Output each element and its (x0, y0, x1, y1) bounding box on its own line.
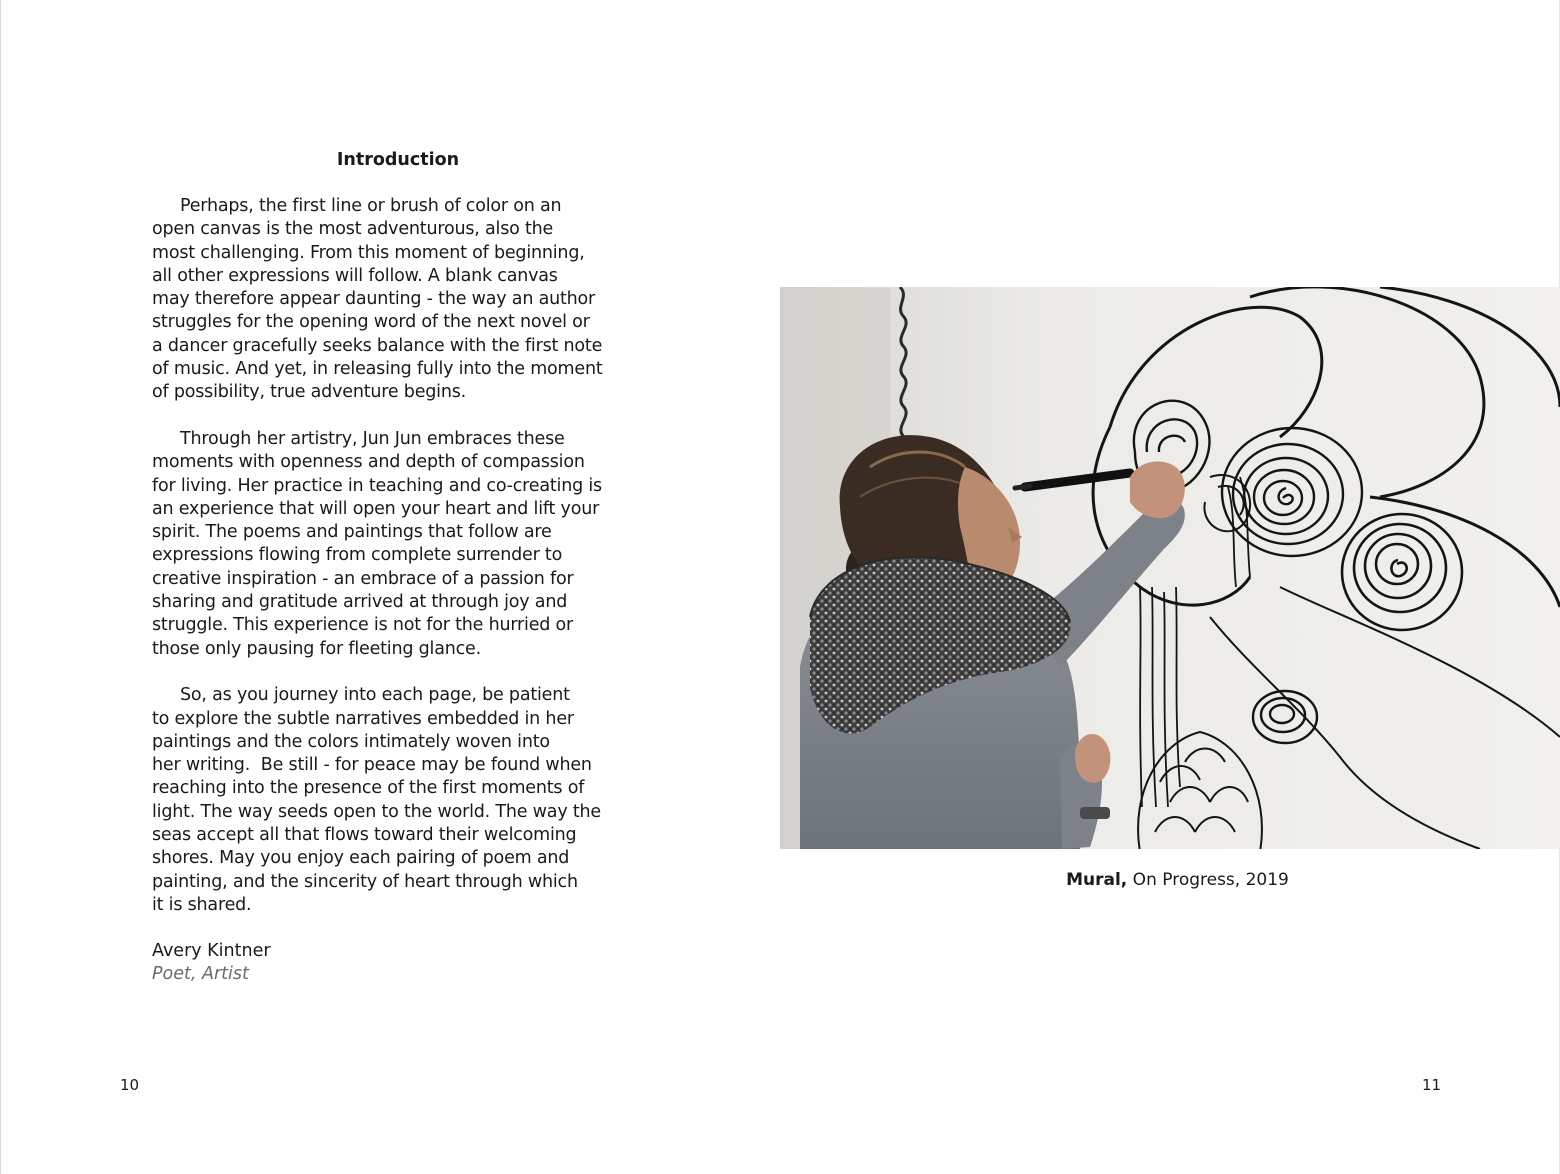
text-line: shores. May you enjoy each pairing of poem and (152, 848, 570, 869)
page-number: 10 (120, 1076, 140, 1094)
text-line: a dancer gracefully seeks balance with the first note (152, 335, 603, 356)
photo-caption (780, 869, 1560, 891)
text-line: it is shared. (152, 894, 252, 915)
text-line: all other expressions will follow. A blank canvas (152, 265, 558, 286)
text-line: sharing and gratitude arrived at through joy and (152, 592, 568, 613)
text-line: moments with openness and depth of compassion (152, 452, 585, 473)
text-line: may therefore appear daunting - the way an author (152, 289, 596, 310)
author-name: Avery Kintner (152, 941, 271, 961)
right-page (780, 0, 1560, 1174)
text-line: most challenging. From this moment of beginning, (152, 242, 585, 263)
text-line: paintings and the colors intimately woven into (152, 731, 550, 752)
text-line: open canvas is the most adventurous, also the (152, 219, 554, 240)
page-title: Introduction (336, 150, 460, 170)
paragraph (152, 684, 632, 917)
text-line: So, as you journey into each page, be patient (180, 685, 570, 706)
introduction-text (152, 195, 632, 941)
page-number: 11 (1422, 1076, 1442, 1094)
text-line: spirit. The poems and paintings that follow are (152, 522, 552, 543)
paragraph (152, 195, 632, 405)
mural-photo-illustration (780, 287, 1560, 849)
signature (152, 940, 271, 986)
text-line: for living. Her practice in teaching and co-creating is (152, 475, 602, 496)
text-line: creative inspiration - an embrace of a passion for (152, 568, 574, 589)
text-line: her writing. Be still - for peace may be found when (152, 755, 592, 776)
text-line: struggles for the opening word of the next novel or (152, 312, 590, 333)
mural-photo (780, 287, 1560, 849)
text-line: seas accept all that flows toward their welcoming (152, 825, 577, 846)
paragraph (152, 428, 632, 661)
text-line: of music. And yet, in releasing fully into the moment (152, 359, 603, 380)
text-line: reaching into the presence of the first moments of (152, 778, 585, 799)
text-line: struggle. This experience is not for the hurried or (152, 615, 574, 636)
caption-details: On Progress, 2019 (1127, 870, 1289, 890)
text-line: Through her artistry, Jun Jun embraces these (180, 428, 565, 449)
author-role: Poet, Artist (152, 964, 249, 984)
text-line: light. The way seeds open to the world. The way the (152, 801, 601, 822)
caption-title: Mural, (1066, 870, 1128, 890)
text-line: those only pausing for fleeting glance. (152, 638, 481, 659)
text-line: expressions flowing from complete surrender to (152, 545, 563, 566)
text-line: Perhaps, the first line or brush of color on an (180, 196, 562, 216)
text-line: painting, and the sincerity of heart through which (152, 871, 578, 892)
text-line: to explore the subtle narratives embedded in her (152, 708, 574, 729)
text-line: of possibility, true adventure begins. (152, 382, 467, 403)
text-line: an experience that will open your heart and lift your (152, 498, 600, 519)
